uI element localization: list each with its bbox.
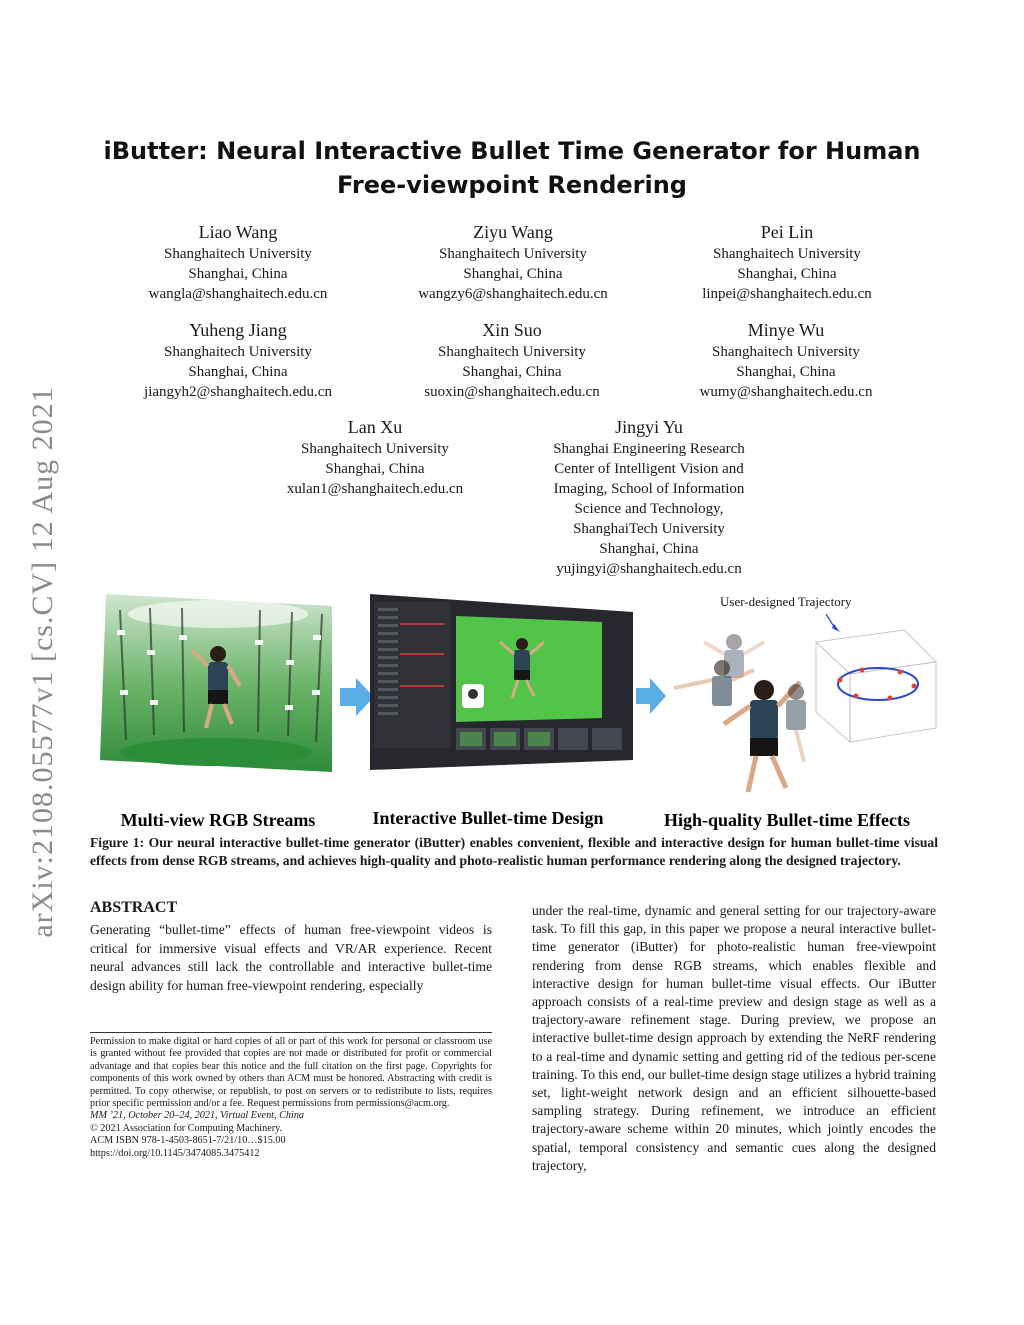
footnote-divider: [90, 1032, 492, 1033]
author-affiliation-line: Imaging, School of Information: [553, 481, 745, 497]
author-location: Shanghai, China: [736, 364, 836, 380]
author-affiliation: Shanghaitech University: [164, 344, 312, 360]
paper-title: [0, 134, 1024, 202]
author-name: Lan Xu: [347, 417, 403, 437]
author-name: Jingyi Yu: [615, 417, 683, 437]
author-location: Shanghai, China: [325, 461, 425, 477]
author-block: [637, 220, 937, 304]
title-line-2: Free-viewpoint Rendering: [337, 171, 687, 199]
author-email[interactable]: linpei@shanghaitech.edu.cn: [702, 286, 872, 302]
panel-label-interactive: Interactive Bullet-time Design: [372, 808, 604, 828]
author-email[interactable]: wangla@shanghaitech.edu.cn: [148, 286, 328, 302]
author-affiliation: Shanghaitech University: [301, 441, 449, 457]
trajectory-label: User-designed Trajectory: [720, 594, 852, 609]
author-block: [225, 415, 525, 499]
copyright-footnote: [90, 1036, 492, 1160]
author-affiliation-line: ShanghaiTech University: [573, 521, 725, 537]
author-block: [88, 318, 388, 402]
author-email[interactable]: xulan1@shanghaitech.edu.cn: [286, 481, 464, 497]
author-name: Xin Suo: [482, 320, 542, 340]
author-affiliation-line: Shanghai Engineering Research: [553, 441, 745, 457]
author-email[interactable]: yujingyi@shanghaitech.edu.cn: [556, 561, 742, 577]
author-email[interactable]: jiangyh2@shanghaitech.edu.cn: [144, 384, 332, 400]
author-name: Liao Wang: [198, 222, 278, 242]
title-line-1: iButter: Neural Interactive Bullet Time Generator for Human: [103, 137, 921, 165]
author-name: Minye Wu: [747, 320, 825, 340]
conference-info: MM ’21, October 20–24, 2021, Virtual Event, China: [90, 1110, 305, 1122]
copyright-line: © 2021 Association for Computing Machinery.: [90, 1122, 283, 1134]
author-block: [88, 220, 388, 304]
author-block: [362, 318, 662, 402]
author-location: Shanghai, China: [462, 364, 562, 380]
figure-panel-multiview-image: [100, 590, 332, 772]
author-affiliation-line: Center of Intelligent Vision and: [554, 461, 744, 477]
author-block: [636, 318, 936, 402]
arxiv-id-text: arXiv:2108.05577v1 [cs.CV] 12 Aug 2021: [26, 386, 59, 938]
abstract-left-column: Generating “bullet-time” effects of human free-viewpoint videos is critical for immersive visual effects and VR/AR experience. Recent neural advances still lack the controllable and interactive bullet-time design ability for human free-viewpoint rendering, especially: [90, 922, 492, 993]
isbn-line: ACM ISBN 978-1-4503-8651-7/21/10…$15.00: [90, 1135, 286, 1147]
author-affiliation: Shanghaitech University: [164, 246, 312, 262]
author-affiliation: Shanghaitech University: [439, 246, 587, 262]
author-name: Yuheng Jiang: [189, 320, 287, 340]
author-affiliation: Shanghaitech University: [438, 344, 586, 360]
author-affiliation: Shanghaitech University: [713, 246, 861, 262]
author-location: Shanghai, China: [599, 541, 699, 557]
author-name: Ziyu Wang: [473, 222, 553, 242]
author-name: Pei Lin: [760, 222, 814, 242]
permission-notice: Permission to make digital or hard copies of all or part of this work for personal or classroom use is granted without fee provided that copies are not made or distributed for profit or commercial advantage and that copies bear this notice and the full citation on the first page. Copyrights for components of this work owned by others than ACM must be honored. Abstracting with credit is permitted. To copy otherwise, or republish, to post on servers or to redistribute to lists, requires prior specific permission and/or a fee. Request permissions from permissions@acm.org.: [90, 1036, 492, 1110]
figure-panel-bullet-time-image: [664, 612, 942, 808]
author-location: Shanghai, China: [737, 266, 837, 282]
author-block: [363, 220, 663, 304]
author-block: [499, 415, 799, 579]
author-email[interactable]: suoxin@shanghaitech.edu.cn: [424, 384, 600, 400]
author-location: Shanghai, China: [188, 266, 288, 282]
abstract-heading: ABSTRACT: [90, 899, 178, 916]
author-affiliation: Shanghaitech University: [712, 344, 860, 360]
author-location: Shanghai, China: [463, 266, 563, 282]
author-email[interactable]: wangzy6@shanghaitech.edu.cn: [418, 286, 608, 302]
figure-panel-interactive-ui-image: [370, 594, 633, 770]
author-affiliation-line: Science and Technology,: [574, 501, 724, 517]
figure-caption: Figure 1: Our neural interactive bullet-time generator (iButter) enables convenient, flexible and interactive design for human bullet-time visual effects from dense RGB streams, and achieves high-quality and photo-realistic human performance rendering along the designed trajectory.: [90, 835, 938, 868]
author-location: Shanghai, China: [188, 364, 288, 380]
author-email[interactable]: wumy@shanghaitech.edu.cn: [699, 384, 873, 400]
arxiv-side-identifier: [8, 362, 78, 962]
abstract-right-column: under the real-time, dynamic and general setting for our trajectory-aware task. To fill this gap, in this paper we propose a neural interactive bullet-time generator (iButter) for photo-realistic human free-viewpoint rendering from dense RGB streams, which enables flexible and interactive design for human bullet-time visual effects. Our iButter approach consists of a real-time preview and design stage as well as a trajectory-aware refinement stage. During preview, we propose an interactive bullet-time design approach by extending the NeRF rendering to a real-time and dynamic setting and getting rid of the tedious per-scene training. To this end, our bullet-time design stage utilizes a hybrid training set, light-weight network design and an efficient silhouette-based sampling strategy. During refinement, we introduce an efficient trajectory-aware scheme within 20 minutes, which jointly encodes the spatial, temporal consistency and semantic cues along the designed trajectory,: [532, 903, 936, 1173]
flow-arrow-icon: [340, 678, 374, 716]
panel-label-high-quality: High-quality Bullet-time Effects: [664, 810, 910, 830]
panel-label-multiview: Multi-view RGB Streams: [120, 810, 316, 830]
flow-arrow-icon: [636, 678, 666, 714]
doi-link[interactable]: https://doi.org/10.1145/3474085.3475412: [90, 1147, 260, 1159]
